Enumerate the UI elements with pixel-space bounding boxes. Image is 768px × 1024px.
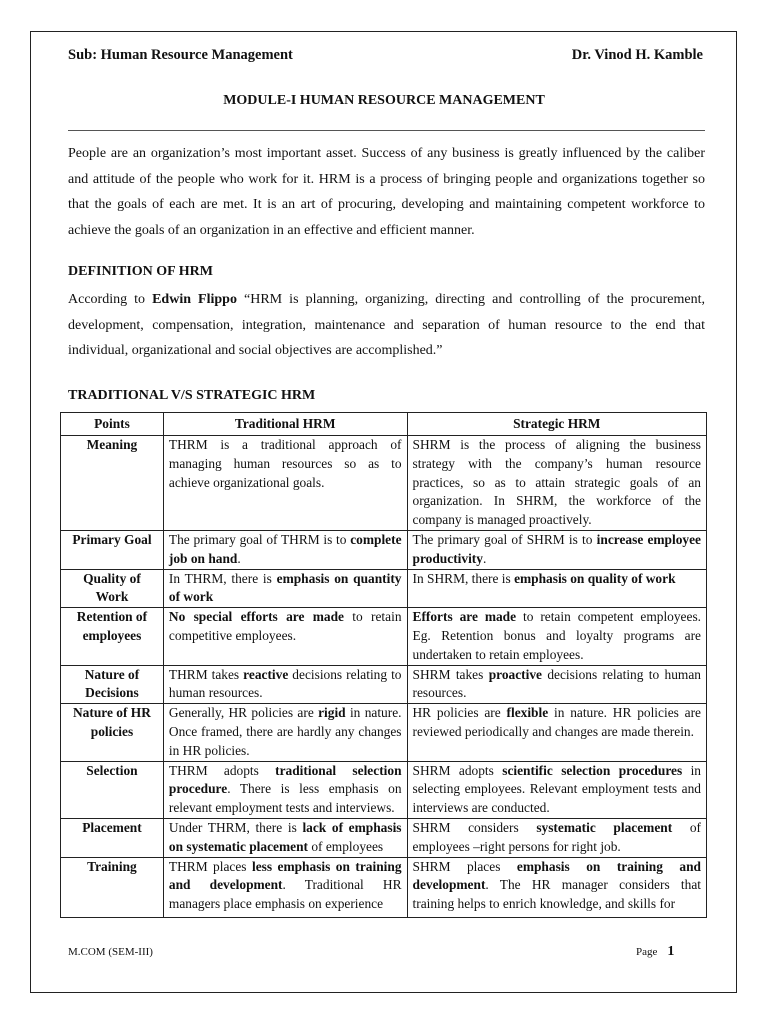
page-indicator xyxy=(636,944,674,960)
definition-heading: DEFINITION OF HRM xyxy=(68,264,213,279)
bold-text: reactive xyxy=(243,666,289,682)
strategic-hrm-cell xyxy=(407,857,706,917)
row-point-label: Retention of employees xyxy=(61,608,164,665)
row-point-label: Nature of HR policies xyxy=(61,704,164,761)
bold-text: emphasis on training and development xyxy=(412,858,702,893)
bold-text: flexible xyxy=(506,705,549,721)
column-header-strategic: Strategic HRM xyxy=(407,413,706,436)
cell-text: . The HR manager considers that training helps to enrich knowledge, and skills for xyxy=(412,877,701,912)
bold-text: scientific selection procedures xyxy=(502,762,683,778)
title-divider xyxy=(68,130,705,131)
bold-text: complete job on hand xyxy=(168,531,402,566)
cell-text: . Traditional HR managers place emphasis on experience xyxy=(168,877,402,912)
table-row xyxy=(61,761,707,818)
comparison-table xyxy=(60,412,707,918)
row-point-label: Meaning xyxy=(61,436,164,531)
cell-text: decisions relating to human resources. xyxy=(168,666,402,701)
strategic-hrm-cell xyxy=(407,665,706,704)
table-row xyxy=(61,436,707,531)
cell-text: The primary goal of THRM is to xyxy=(168,531,351,547)
page-label: Page xyxy=(636,946,658,958)
cell-text: . There is less emphasis on relevant employment tests and interviews. xyxy=(168,781,402,816)
row-point-label: Nature of Decisions xyxy=(61,665,164,704)
cell-text: in nature. Once framed, there are hardly any changes in HR policies. xyxy=(168,705,402,758)
column-header-traditional: Traditional HRM xyxy=(163,413,407,436)
cell-text: THRM places xyxy=(168,858,252,874)
bold-text: increase employee productivity xyxy=(412,531,702,566)
cell-text: to retain competent employees. Eg. Retention bonus and loyalty programs are undertaken to retain employees. xyxy=(412,609,701,662)
traditional-hrm-cell xyxy=(163,608,407,665)
cell-text: THRM takes xyxy=(168,666,244,682)
strategic-hrm-cell xyxy=(407,530,706,569)
cell-text: Generally, HR policies are xyxy=(168,705,319,721)
strategic-hrm-cell xyxy=(407,761,706,818)
traditional-hrm-cell xyxy=(163,761,407,818)
table-row xyxy=(61,818,707,857)
cell-text: to retain competitive employees. xyxy=(168,609,402,643)
cell-text: The primary goal of SHRM is to xyxy=(412,531,597,547)
strategic-hrm-cell xyxy=(407,608,706,665)
table-row xyxy=(61,665,707,704)
cell-text: in nature. HR policies are reviewed periodically and changes are made therein. xyxy=(412,705,701,739)
page-number: 1 xyxy=(667,944,675,959)
cell-text: of employees xyxy=(308,838,384,854)
table-row xyxy=(61,857,707,917)
row-point-label: Placement xyxy=(61,818,164,857)
bold-text: Efforts are made xyxy=(412,609,517,625)
definition-prefix: According to xyxy=(68,292,153,307)
bold-text: rigid xyxy=(318,705,346,721)
traditional-hrm-cell xyxy=(163,818,407,857)
strategic-hrm-cell xyxy=(407,818,706,857)
bold-text: lack of emphasis on systematic placement xyxy=(168,819,402,854)
table-row xyxy=(61,704,707,761)
row-point-label: Primary Goal xyxy=(61,530,164,569)
column-header-points: Points xyxy=(61,413,164,436)
bold-text: traditional selection procedure xyxy=(168,762,402,797)
cell-text: SHRM considers xyxy=(412,819,537,835)
table-row xyxy=(61,530,707,569)
author-header: Dr. Vinod H. Kamble xyxy=(571,47,703,63)
cell-text: HR policies are xyxy=(412,705,507,721)
subject-header: Sub: Human Resource Management xyxy=(68,47,293,63)
cell-text: of employees –right persons for right job. xyxy=(412,819,701,854)
bold-text: proactive xyxy=(488,666,542,682)
traditional-hrm-cell xyxy=(163,569,407,608)
strategic-hrm-cell xyxy=(407,704,706,761)
traditional-hrm-cell xyxy=(163,665,407,704)
cell-text: SHRM is the process of aligning the business strategy with the company’s human resource practices, so as to attain strategic goals of an organization. In SHRM, the workforce of the company is managed proactively. xyxy=(412,437,701,528)
row-point-label: Quality of Work xyxy=(61,569,164,608)
bold-text: systematic placement xyxy=(536,819,673,835)
cell-text: THRM is a traditional approach of managing human resources so as to achieve organizational goals. xyxy=(168,437,402,490)
cell-text: In SHRM, there is xyxy=(412,570,515,586)
cell-text: Under THRM, there is xyxy=(168,819,303,835)
comparison-heading: TRADITIONAL V/S STRATEGIC HRM xyxy=(68,388,316,403)
traditional-hrm-cell xyxy=(163,857,407,917)
strategic-hrm-cell xyxy=(407,436,706,531)
cell-text: SHRM places xyxy=(412,858,517,874)
traditional-hrm-cell xyxy=(163,436,407,531)
document-title: MODULE-I HUMAN RESOURCE MANAGEMENT xyxy=(223,93,545,108)
bold-text: emphasis on quantity of work xyxy=(168,570,402,605)
row-point-label: Training xyxy=(61,857,164,917)
cell-text: In THRM, there is xyxy=(168,570,277,586)
cell-text: SHRM adopts xyxy=(412,762,503,778)
cell-text: decisions relating to human resources. xyxy=(412,666,701,701)
table-header-row xyxy=(61,413,707,436)
strategic-hrm-cell xyxy=(407,569,706,608)
bold-text: No special efforts are made xyxy=(168,609,344,625)
course-label: M.COM (SEM-III) xyxy=(68,946,153,958)
bold-text: emphasis on quality of work xyxy=(514,570,676,586)
bold-text: less emphasis on training and development xyxy=(168,858,402,893)
traditional-hrm-cell xyxy=(163,530,407,569)
cell-text: in selecting employees. Relevant employment tests and interviews are conducted. xyxy=(412,762,701,816)
cell-text: SHRM takes xyxy=(412,666,489,682)
definition-text: “HRM is planning, organizing, directing and controlling of the procurement, development, compensation, integration, maintenance and separation of human resource to the end that individual, organizational and social objectives are accomplished.” xyxy=(68,292,705,358)
table-row xyxy=(61,608,707,665)
definition-paragraph xyxy=(68,287,705,364)
definition-source: Edwin Flippo xyxy=(152,292,237,307)
cell-text: . xyxy=(237,550,241,566)
traditional-hrm-cell xyxy=(163,704,407,761)
table-row xyxy=(61,569,707,608)
row-point-label: Selection xyxy=(61,761,164,818)
cell-text: THRM adopts xyxy=(168,762,276,778)
cell-text: . xyxy=(482,550,487,566)
intro-paragraph: People are an organization’s most important asset. Success of any business is greatly influenced by the caliber and attitude of the people who work for it. HRM is a process of bringing people and organizations together so that the goals of each are met. It is an art of procuring, developing and maintaining competent workforce to achieve the goals of an organization in an effective and efficient manner. xyxy=(68,146,705,238)
